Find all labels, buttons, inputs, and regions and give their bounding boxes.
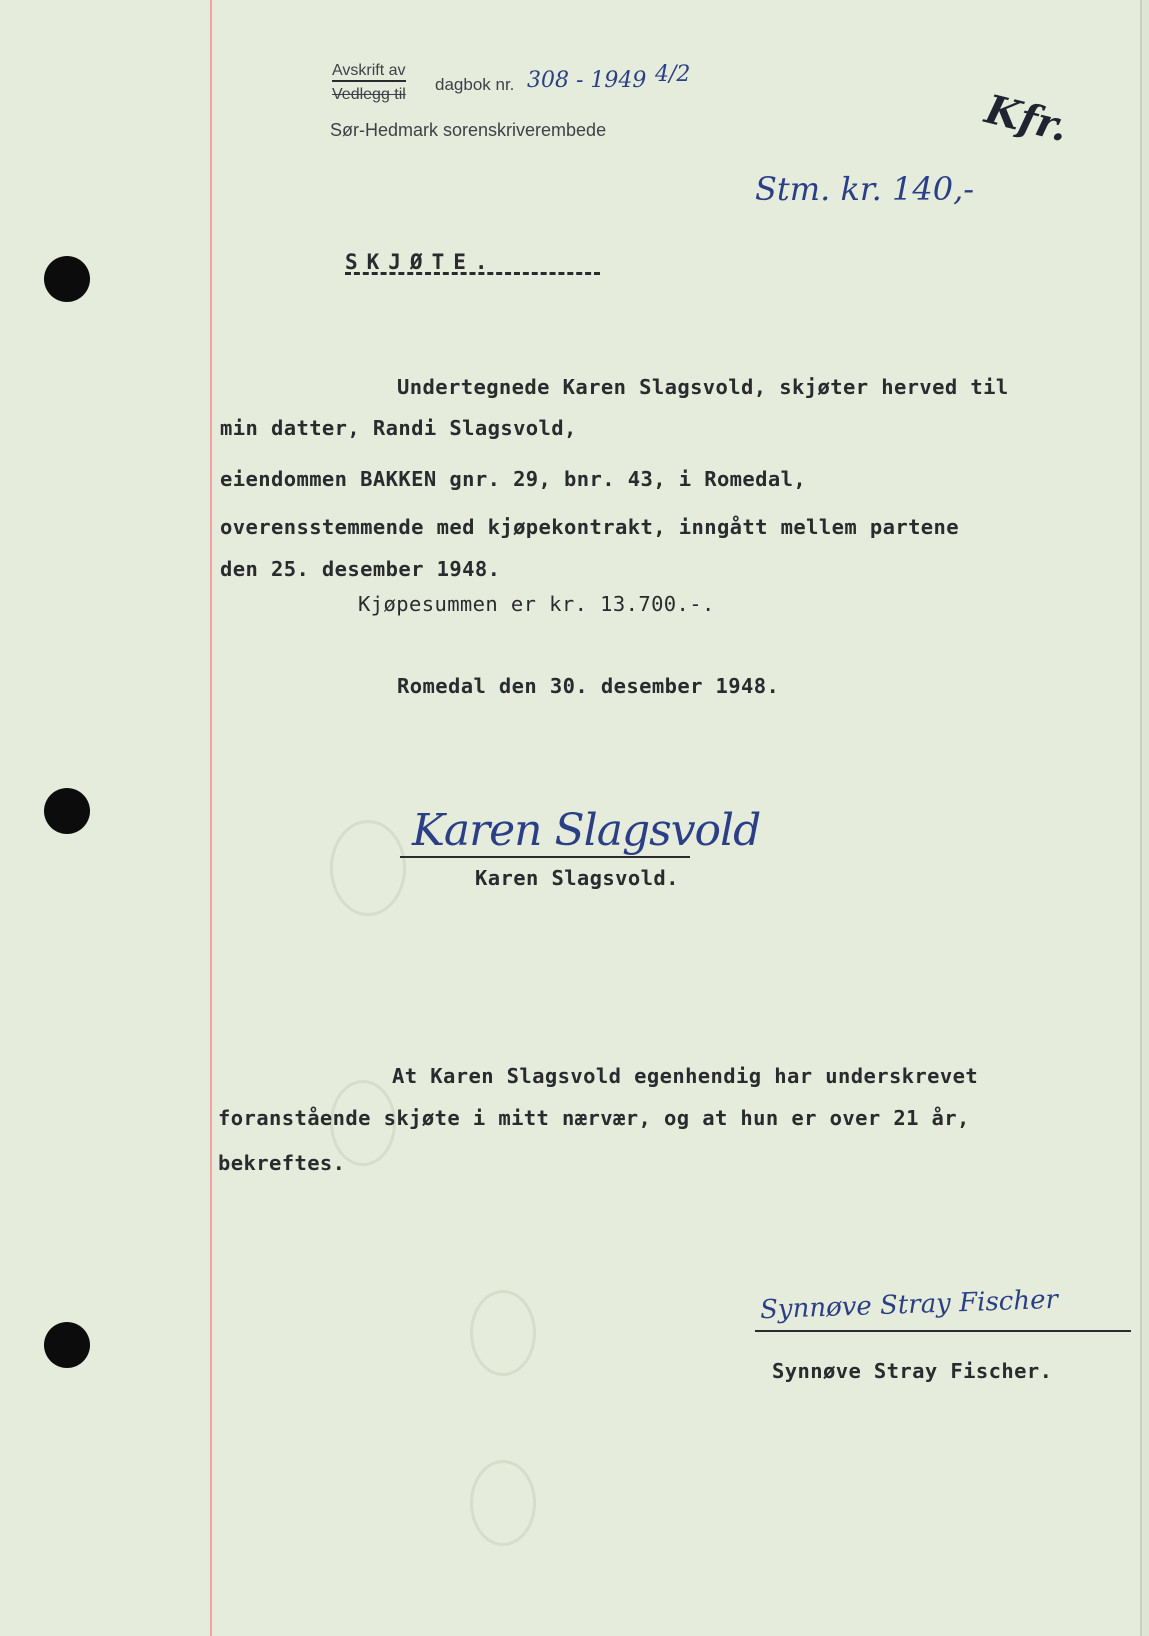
body-line: eiendommen BAKKEN gnr. 29, bnr. 43, i Romedal, [220,467,807,491]
faded-stamp [470,1460,536,1546]
place-date: Romedal den 30. desember 1948. [397,674,780,698]
signature-line [400,856,690,858]
stamp-duty-annotation: Stm. kr. 140,- [755,170,975,208]
signature-typed: Karen Slagsvold. [475,866,679,890]
document-title: SKJØTE. [345,250,497,274]
header-dagbok-label: dagbok nr. [435,75,515,94]
header-office: Sør-Hedmark sorenskriverembede [330,120,607,140]
faded-stamp [330,820,406,916]
witness-signature-line [755,1330,1131,1332]
witness-line: foranstående skjøte i mitt nærvær, og at hun er over 21 år, [218,1106,970,1130]
faded-stamp [470,1290,536,1376]
body-line: Undertegnede Karen Slagsvold, skjøter herved til [397,375,1009,399]
body-line: overensstemmende med kjøpekontrakt, inngått mellem partene [220,515,960,539]
header-vedlegg: Vedlegg til [332,86,406,103]
margin-line [210,0,212,1636]
header-dagbok-date: 4/2 [655,62,691,87]
title-underline [345,272,600,275]
witness-line: bekreftes. [218,1151,346,1175]
signature-handwritten: Karen Slagsvold [412,805,761,856]
witness-line: At Karen Slagsvold egenhendig har underskrevet [392,1064,979,1088]
body-line: Kjøpesummen er kr. 13.700.-. [358,592,715,616]
witness-signature-typed: Synnøve Stray Fischer. [772,1359,1053,1383]
punch-hole [44,256,90,302]
kfr-annotation: Kfr. [980,85,1073,152]
punch-hole [44,788,90,834]
body-line: den 25. desember 1948. [220,557,501,581]
body-line: min datter, Randi Slagsvold, [220,416,577,440]
witness-signature-handwritten: Synnøve Stray Fischer [759,1284,1059,1326]
punch-hole [44,1322,90,1368]
header-avskrift: Avskrift av [332,62,406,82]
header-dagbok-number: 308 - 1949 [527,68,647,93]
